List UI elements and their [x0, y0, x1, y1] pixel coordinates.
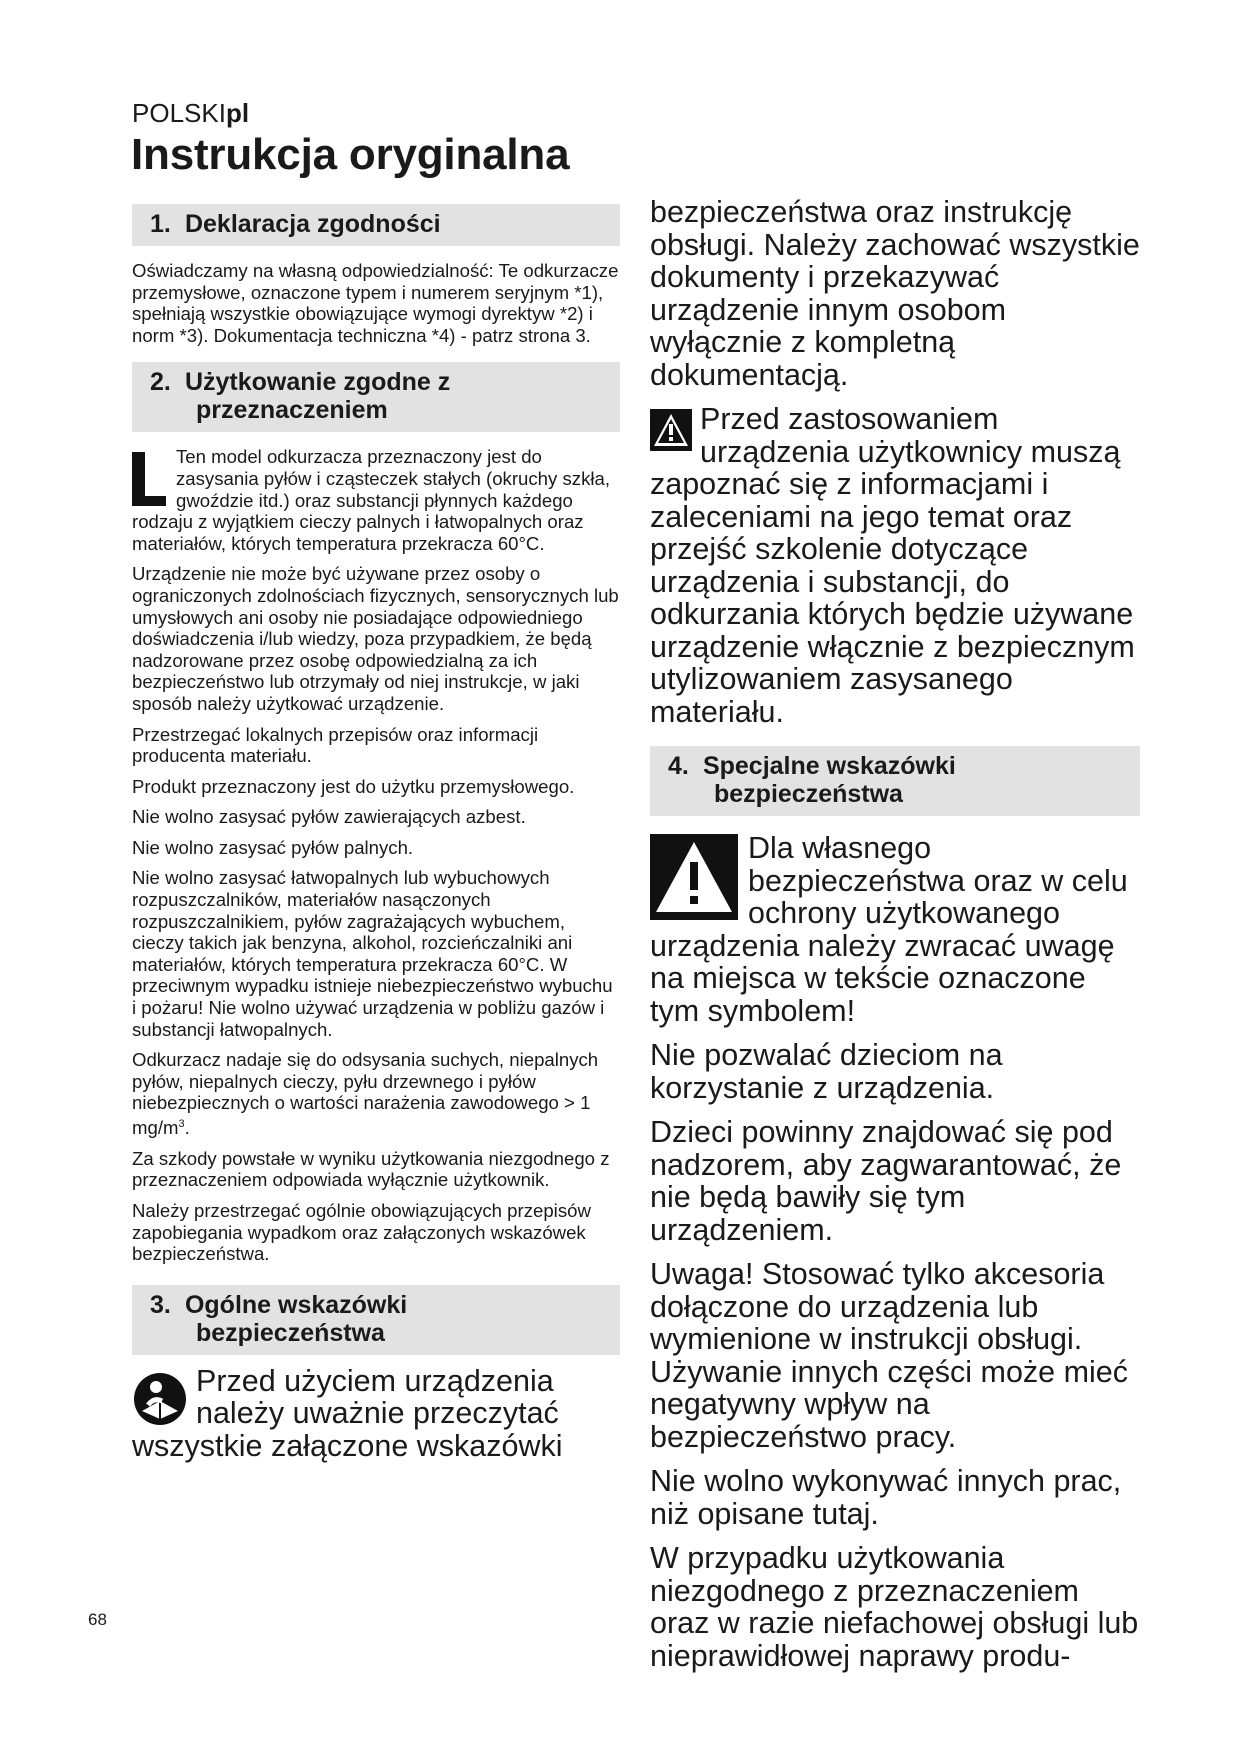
paragraph: Nie wolno wykonywać innych prac, niż opisane tutaj. [650, 1464, 1122, 1531]
page-title: Instrukcja oryginalna [131, 130, 570, 179]
left-column [132, 204, 620, 1474]
paragraph: Nie wolno zasysać pyłów palnych. [132, 836, 414, 858]
paragraph: Dla własnego bezpieczeństwa oraz w celu ochrony użytkowanego urządzenia należy zwracać uwagę na miejsca w tekście oznaczone tym symbolem! [650, 831, 1128, 1028]
paragraph: Urządzenie nie może być używane przez osoby o ograniczonych zdolnościach fizycznych, sensorycznych lub umysłowych ani osoby nie posiadające odpowiedniego doświadczenia i/lub wiedzy, poza przypadkiem, że będą nadzorowane przez osobę odpowiedzialną za ich bezpieczeństwo lub otrzymały od niej instrukcje, w jaki sposób należy użytkować urządzenie. [132, 563, 619, 714]
section-4-heading: 4. Specjalne wskazówki bezpieczeństwa [650, 746, 1140, 816]
section-2-body [132, 446, 620, 1264]
paragraph: bezpieczeństwa oraz instrukcję obsługi. Należy zachować wszystkie dokumenty i przekazywać urządzenie innym osobom wyłącznie z kompletną dokumentacją. [650, 195, 1140, 392]
warning-icon [650, 409, 692, 451]
paragraph: Nie wolno zasysać łatwopalnych lub wybuchowych rozpuszczalników, materiałów nasączonych rozpuszczalnikiem, pyłów zagrażających wybuchem, cieczy takich jak benzyna, alkohol, rozcieńczalniki ani materiałów, których temperatura przekracza 60°C. W przeciwnym wypadku istnieje niebezpieczeństwo wybuchu i pożaru! Nie wolno używać urządzenia w pobliżu gazów i substancji łatwopalnych. [132, 867, 613, 1040]
language-l-icon [132, 452, 166, 506]
section-2-heading: 2. Użytkowanie zgodne z przeznaczeniem [132, 362, 620, 432]
paragraph: Produkt przeznaczony jest do użytku przemysłowego. [132, 775, 575, 797]
paragraph: Nie pozwalać dzieciom na korzystanie z urządzenia. [650, 1038, 1003, 1105]
paragraph: Należy przestrzegać ogólnie obowiązujących przepisów zapobiegania wypadkom oraz załączonych wskazówek bezpieczeństwa. [132, 1199, 591, 1265]
right-column [650, 196, 1140, 1684]
section-3-heading: 3. Ogólne wskazówki bezpieczeństwa [132, 1285, 620, 1355]
language-code: pl [225, 98, 250, 128]
paragraph: Za szkody powstałe w wyniku użytkowania niezgodnego z przeznaczeniem odpowiada wyłącznie użytkownik. [132, 1147, 610, 1191]
paragraph: Odkurzacz nadaje się do odsysania suchych, niepalnych pyłów, niepalnych cieczy, pyłu drzewnego i pyłów niebezpiecznych o wartości narażenia zawodowego > 1 $mg/m^3$. [132, 1049, 599, 1139]
paragraph: Ten model odkurzacza przeznaczony jest do zasysania pyłów i cząsteczek stałych (okruchy szkła, gwoździe itd.) oraz substancji płynnych każdego rodzaju z wyjątkiem cieczy palnych i łatwopalnych oraz materiałów, których temperatura przekracza 60°C. [132, 446, 611, 554]
paragraph: W przypadku użytkowania niezgodnego z przeznaczeniem oraz w razie niefachowej obsługi lub nieprawidłowej naprawy produ- [650, 1541, 1139, 1673]
warning-icon [650, 834, 738, 920]
section-1-body [132, 260, 620, 346]
section-3-body [132, 1365, 620, 1463]
paragraph: Dzieci powinny znajdować się pod nadzorem, aby zagwarantować, że nie będą bawiły się tym urządzeniem. [650, 1115, 1122, 1247]
language-label: POLSKIpl [132, 98, 250, 128]
paragraph: Przed zastosowaniem urządzenia użytkownicy muszą zapoznać się z informacjami i zaleceniami na jego temat oraz przejść szkolenie dotyczące urządzenia i substancji, do odkurzania których będzie używane urządzenie włącznie z bezpiecznym utylizowaniem zasysanego materiału. [650, 402, 1135, 729]
read-manual-icon [132, 1371, 188, 1427]
paragraph: Nie wolno zasysać pyłów zawierających azbest. [132, 806, 526, 828]
page-number: 68 [88, 1610, 107, 1629]
paragraph: Przestrzegać lokalnych przepisów oraz informacji producenta materiału. [132, 723, 539, 767]
paragraph: Oświadczamy na własną odpowiedzialność: Te odkurzacze przemysłowe, oznaczone typem i numerem seryjnym *1), spełniają wszystkie obowiązujące wymogi dyrektyw *2) i norm *3). Dokumentacja techniczna *4) - patrz strona 3. [132, 260, 619, 346]
paragraph: Uwaga! Stosować tylko akcesoria dołączone do urządzenia lub wymienione w instrukcji obsługi. Używanie innych części może mieć negatywny wpływ na bezpieczeństwo pracy. [650, 1257, 1128, 1454]
section-1-heading: 1. Deklaracja zgodności [132, 204, 620, 246]
paragraph: Przed użyciem urządzenia należy uważnie przeczytać wszystkie załączone wskazówki [132, 1363, 563, 1463]
